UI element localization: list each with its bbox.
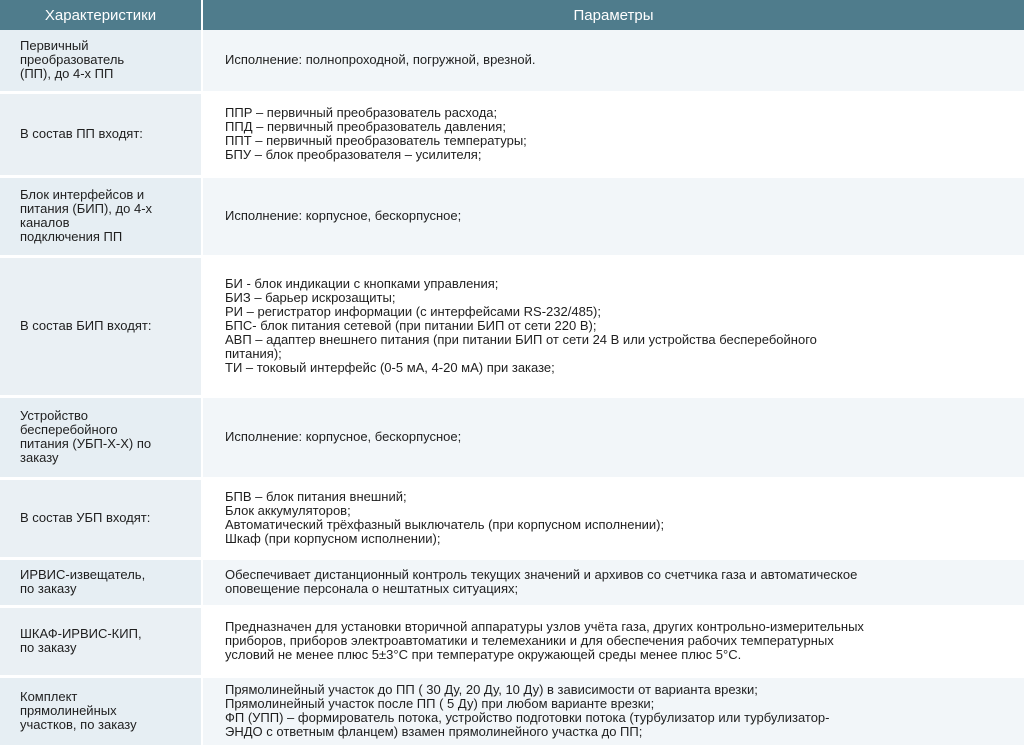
parameter-line: условий не менее плюс 5±3°С при температуре окружающей среды менее плюс 5°С. xyxy=(225,647,742,662)
characteristic-text: ИРВИС-извещатель, по заказу xyxy=(20,567,146,596)
parameter-line: Шкаф (при корпусном исполнении); xyxy=(225,531,441,546)
characteristic-cell xyxy=(0,256,202,396)
characteristic-cell xyxy=(0,676,202,746)
parameter-line: ППД – первичный преобразователь давления; xyxy=(225,119,506,134)
characteristic-cell xyxy=(0,396,202,478)
parameter-line: ФП (УПП) – формирователь потока, устройство подготовки потока (турбулизатор или турбулизатор- xyxy=(225,710,830,725)
characteristic-cell xyxy=(0,30,202,92)
parameter-line: ЭНДО с ответным фланцем) взамен прямолинейного участка до ПП; xyxy=(225,724,643,739)
parameter-line: Прямолинейный участок до ПП ( 30 Ду, 20 Ду, 10 Ду) в зависимости от варианта врезки; xyxy=(225,682,758,697)
table-row xyxy=(0,396,1024,478)
table-row xyxy=(0,676,1024,746)
header-row xyxy=(0,0,1024,30)
parameter-line: Исполнение: полнопроходной, погружной, врезной. xyxy=(225,52,536,68)
parameter-cell xyxy=(202,30,1024,92)
parameter-line: ТИ – токовый интерфейс (0-5 мА, 4-20 мА) при заказе; xyxy=(225,360,555,375)
characteristic-text: В состав ПП входят: xyxy=(20,126,143,141)
table-row xyxy=(0,606,1024,676)
parameter-line: Исполнение: корпусное, бескорпусное; xyxy=(225,208,462,223)
characteristic-text: ШКАФ-ИРВИС-КИП, по заказу xyxy=(20,626,142,655)
parameter-line: БПУ – блок преобразователя – усилителя; xyxy=(225,147,482,162)
parameter-line: БПВ – блок питания внешний; xyxy=(225,489,407,504)
parameter-line: питания); xyxy=(225,346,282,361)
parameter-line: Обеспечивает дистанционный контроль текущих значений и архивов со счетчика газа и автоматическое xyxy=(225,567,858,582)
parameter-line: оповещение персонала о нештатных ситуациях; xyxy=(225,581,519,596)
parameter-line: БПС- блок питания сетевой (при питании БИП от сети 220 В); xyxy=(225,318,597,333)
characteristic-text: Первичный преобразователь (ПП), до 4-х ПП xyxy=(20,38,125,82)
parameter-cell xyxy=(202,676,1024,746)
table-row xyxy=(0,256,1024,396)
parameter-cell xyxy=(202,92,1024,176)
characteristic-cell xyxy=(0,176,202,256)
characteristic-text: В состав УБП входят: xyxy=(20,510,151,525)
parameter-cell xyxy=(202,558,1024,606)
parameter-line: ППР – первичный преобразователь расхода; xyxy=(225,105,498,120)
characteristic-cell xyxy=(0,558,202,606)
table-row xyxy=(0,92,1024,176)
characteristic-cell xyxy=(0,92,202,176)
header-parameters: Параметры xyxy=(202,0,1024,30)
characteristic-cell xyxy=(0,606,202,676)
characteristic-cell xyxy=(0,478,202,558)
parameter-line: приборов, приборов электроавтоматики и телемеханики и для обеспечения рабочих температурных xyxy=(225,633,834,648)
parameter-line: АВП – адаптер внешнего питания (при питании БИП от сети 24 В или устройства бесперебойного xyxy=(225,332,817,347)
table-row xyxy=(0,558,1024,606)
parameter-line: Предназначен для установки вторичной аппаратуры узлов учёта газа, других контрольно-измерительных xyxy=(225,619,864,634)
parameter-line: Блок аккумуляторов; xyxy=(225,503,351,518)
characteristic-text: Комплект прямолинейных участков, по заказу xyxy=(20,689,137,732)
parameter-line: Прямолинейный участок после ПП ( 5 Ду) при любом варианте врезки; xyxy=(225,696,655,711)
header-characteristics: Характеристики xyxy=(0,0,202,30)
table-row xyxy=(0,30,1024,92)
characteristic-text: Блок интерфейсов и питания (БИП), до 4-х каналов подключения ПП xyxy=(20,187,153,244)
parameter-cell xyxy=(202,606,1024,676)
parameter-cell xyxy=(202,256,1024,396)
characteristic-text: В состав БИП входят: xyxy=(20,318,152,333)
parameter-cell xyxy=(202,478,1024,558)
parameter-cell xyxy=(202,396,1024,478)
parameter-line: БИ - блок индикации с кнопками управления; xyxy=(225,276,499,291)
parameter-line: БИЗ – барьер искрозащиты; xyxy=(225,290,396,305)
parameter-line: Исполнение: корпусное, бескорпусное; xyxy=(225,429,462,444)
parameter-line: ППТ – первичный преобразователь температуры; xyxy=(225,133,527,148)
parameter-line: Автоматический трёхфазный выключатель (при корпусном исполнении); xyxy=(225,517,665,532)
parameter-line: РИ – регистратор информации (с интерфейсами RS-232/485); xyxy=(225,304,601,319)
table-row xyxy=(0,176,1024,256)
table-row xyxy=(0,478,1024,558)
parameter-cell xyxy=(202,176,1024,256)
characteristic-text: Устройство бесперебойного питания (УБП-Х-Х) по заказу xyxy=(20,408,152,465)
